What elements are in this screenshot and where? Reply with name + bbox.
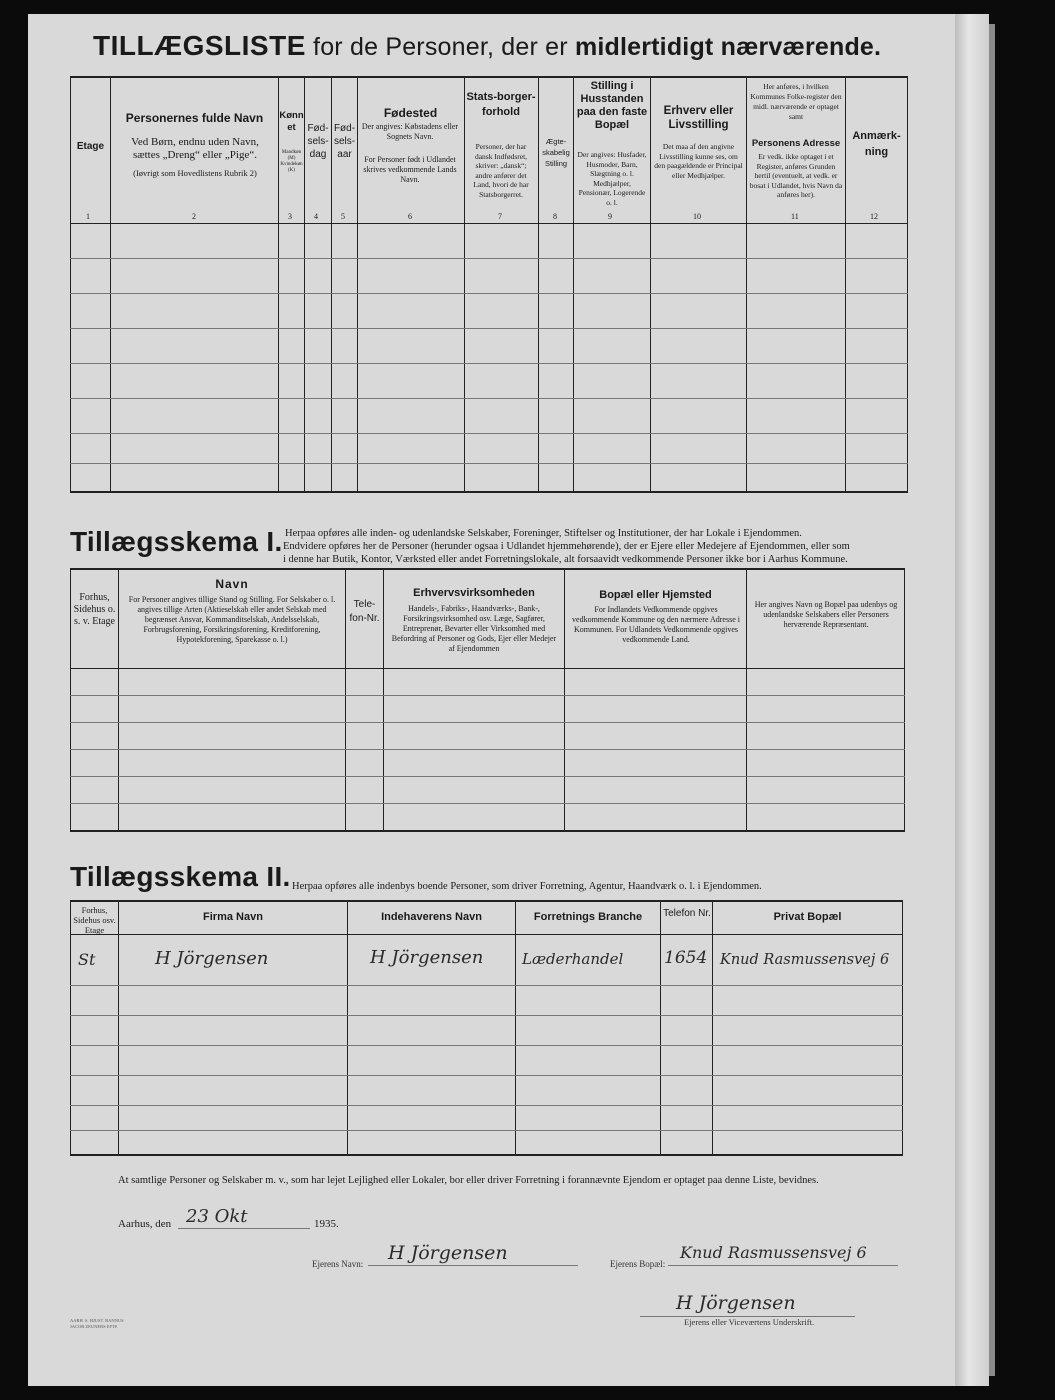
table1-top-border <box>70 76 908 78</box>
schema1-col-navn-note: For Personer angives tillige Stand og Stilling. For Selskaber o. l. angives tillige Arten (Aktieselskab eller andet Selskab med begrænset Ansvar, Kommanditselskab, Andelsselskab, Forbrugsforening, Forsikringsforening, Kreditforening, Hypotekforening, Sparekasse o. l.) <box>128 595 336 644</box>
owner-name-label: Ejerens Navn: <box>312 1259 364 1269</box>
col-divider <box>118 902 119 1154</box>
col-note-koen: Mandkøn (M) Kvindekøn (K) <box>280 150 303 173</box>
table2-top-border <box>70 568 905 570</box>
row-line <box>70 293 908 294</box>
row-line <box>70 433 908 434</box>
row-telefon: 1654 <box>664 948 708 968</box>
row-line <box>70 803 905 804</box>
col-header-foedselsaar: Fød-sels-aar <box>333 123 356 160</box>
row-branche: Læderhandel <box>522 950 624 968</box>
owner-name: H Jörgensen <box>388 1242 508 1264</box>
owner-address-label: Ejerens Bopæl: <box>610 1259 666 1269</box>
col-number: 2 <box>192 212 196 221</box>
schema1-col-bopael: Bopæl eller Hjemsted <box>599 589 712 601</box>
col-header-etage: Etage <box>76 141 105 152</box>
row-line <box>70 463 908 464</box>
col-header-adresse: Personens Adresse <box>751 138 841 149</box>
col-number: 5 <box>341 212 345 221</box>
row-line <box>70 398 908 399</box>
col-divider <box>383 570 384 832</box>
page-edge <box>955 14 989 1386</box>
col-divider <box>515 902 516 1154</box>
schema2-col-indehaver: Indehaverens Navn <box>381 911 482 923</box>
schema1-col-bopael-note: For Indlandets Vedkommende opgives vedkommende Kommune og den nærmere Adresse i Kommunen. For Udlandets Vedkommende opgives vedkommende Land. <box>572 605 740 644</box>
col-note-erhverv: Det maa af den angivne Livsstilling kunne ses, om den paagældende er Principal eller Medhjælper. <box>654 142 743 180</box>
col-note-statsborger: Personer, der har dansk Indfødsret, skriver: „dansk“; andre anfører det Land, hvori de har Statsborgerret. <box>473 142 529 199</box>
row-line <box>70 363 908 364</box>
schema1-title: Tillægsskema I. <box>70 526 283 557</box>
col-note-stilling: Der angives: Husfader, Husmoder, Barn, Slægtning o. l. Medhjælper, Pensionær, Logerende o. l. <box>577 150 647 207</box>
table1-left-border <box>70 76 71 492</box>
owner-address: Knud Rasmussensvej 6 <box>680 1243 867 1262</box>
row-line <box>70 749 905 750</box>
row-line <box>70 328 908 329</box>
col-header-koen: Kønnet <box>279 110 304 133</box>
schema2-col-bopael: Privat Bopæl <box>773 911 842 923</box>
table3-bottom-border <box>70 1154 903 1156</box>
signature: H Jörgensen <box>676 1292 796 1314</box>
row-line <box>70 1075 903 1076</box>
col-divider <box>746 570 747 832</box>
table2-left-border <box>70 568 71 832</box>
list-title-bold: midlertidigt nærværende. <box>574 33 882 61</box>
row-line <box>70 1130 903 1131</box>
row-line <box>70 1015 903 1016</box>
col-note-adresse-2: Er vedk. ikke optaget i et Register, anføres Grunden hertil (eventuelt, at vedk. er bosat i Udlandet, hvis Navn da anføres her). <box>749 152 843 199</box>
col-divider <box>564 570 565 832</box>
col-note-foedested-2: For Personer født i Udlandet skrives vedkommende Lands Navn. <box>363 155 457 184</box>
schema1-intro-2: Endvidere opføres her de Personer (herunder ogsaa i Udlandet hjemmehørende), der er Ejere eller Medejere af Ejendommen, eller som <box>283 541 850 552</box>
row-etage: St <box>78 950 96 969</box>
schema2-title: Tillægsskema II. <box>70 861 291 892</box>
col-note-adresse: Her anføres, i hvilken Kommunes Folke-register den midl. nærværende er optaget samt <box>750 82 842 121</box>
table1-right-border <box>907 76 908 492</box>
col-number: 8 <box>553 212 557 221</box>
schema2-col-firma: Firma Navn <box>203 911 263 923</box>
printer-mark: AARH. S. HJUST. BANNUS JACOB ZEUNERS EFTF. <box>70 1318 124 1329</box>
col-divider <box>464 78 465 491</box>
schema1-intro-3: i denne har Butik, Kontor, Værksted eller andet Forretningslokale, alt forsaavidt vedkommende Personer ikke bor i Aarhus Kommune. <box>283 554 848 565</box>
col-number: 10 <box>693 212 701 221</box>
col-header-stilling: Stilling i Husstanden paa den faste Bopæl <box>576 80 648 131</box>
col-number: 6 <box>408 212 412 221</box>
schema1-col-erhverv-note: Handels-, Fabriks-, Haandværks-, Bank-, Forsikringsvirksomhed osv. Læge, Sagfører, Entreprenør, Bevarter eller Virksomhed med Befordring af Personer og Gods, Ejer eller Medejer af Ejendommen <box>391 604 557 653</box>
col-number: 4 <box>314 212 318 221</box>
schema2-col-branche: Forretnings Branche <box>533 911 643 923</box>
list-title-big: TILLÆGSLISTE <box>93 30 306 61</box>
col-header-anmaerkning: Anmærk-ning <box>852 130 901 158</box>
row-line <box>70 695 905 696</box>
schema2-col-etage: Forhus, Sidehus osv. Etage <box>73 905 116 935</box>
footer-place: Aarhus, den <box>118 1218 172 1230</box>
row-bopael: Knud Rasmussensvej 6 <box>720 952 890 968</box>
footer-year: 1935. <box>314 1218 339 1230</box>
col-divider <box>746 78 747 491</box>
col-note-foedested: Der angives: Købstadens eller Sognets Navn. <box>361 122 459 141</box>
col-divider <box>357 78 358 491</box>
col-header-navn: Personernes fulde Navn <box>125 111 264 125</box>
schema2-col-telefon: Telefon Nr. <box>663 908 711 919</box>
date-line <box>178 1228 310 1229</box>
owner-name-line <box>368 1265 578 1266</box>
col-number: 7 <box>498 212 502 221</box>
col-number: 12 <box>870 212 878 221</box>
col-note-navn-2: (Iøvrigt som Hovedlistens Rubrik 2) <box>133 168 257 178</box>
col-divider <box>845 78 846 491</box>
col-divider <box>347 902 348 1154</box>
table3-left-border <box>70 900 71 1156</box>
col-header-statsborger: Stats-borger-forhold <box>466 91 536 118</box>
list-title <box>93 30 881 62</box>
col-divider <box>278 78 279 491</box>
schema1-intro-1: Herpaa opføres alle inden- og udenlandske Selskaber, Foreninger, Stiftelser og Institutioner, der har Lokale i Ejendommen. <box>285 528 802 539</box>
schema2-intro: Herpaa opføres alle indenbys boende Personer, som driver Forretning, Agentur, Haandværk o. l. i Ejendommen. <box>292 881 762 892</box>
row-line <box>70 985 903 986</box>
schema1-col-navn: Navn <box>215 577 249 591</box>
schema1-col-repraesentant: Her angives Navn og Bopæl paa udenbys og udenlandske Selskabers eller Personers herværende Repræsentant. <box>754 600 898 629</box>
col-divider <box>650 78 651 491</box>
table3-top-border <box>70 900 903 902</box>
owner-address-line <box>668 1265 898 1266</box>
col-number: 9 <box>608 212 612 221</box>
row-line <box>70 1105 903 1106</box>
col-number: 1 <box>86 212 90 221</box>
schema1-col-erhverv: Erhvervsvirksomheden <box>413 587 535 599</box>
col-divider <box>712 902 713 1154</box>
schema1-col-etage: Forhus, Sidehus o. s. v. Etage <box>73 592 116 627</box>
col-header-aegteskab: Ægte-skabelig Stilling <box>542 137 570 168</box>
table3-right-border <box>902 900 903 1156</box>
row-line <box>70 776 905 777</box>
table2-header-bottom <box>70 668 905 669</box>
row-line <box>70 258 908 259</box>
table2-right-border <box>904 568 905 832</box>
footer-date: 23 Okt <box>186 1206 248 1227</box>
col-divider <box>573 78 574 491</box>
footer-statement: At samtlige Personer og Selskaber m. v., som har lejet Lejlighed eller Lokaler, bor eller driver Forretning i forannævnte Ejendom er optaget paa denne Liste, bevidnes. <box>118 1175 819 1186</box>
col-divider <box>110 78 111 491</box>
row-indehaver: H Jörgensen <box>370 947 484 968</box>
col-divider <box>118 570 119 832</box>
col-header-foedselsdag: Fød-sels-dag <box>307 123 329 160</box>
list-title-rest: for de Personer, der er <box>313 33 568 61</box>
table3-header-bottom <box>70 934 903 935</box>
col-header-foedested: Fødested <box>383 106 438 120</box>
col-header-erhverv: Erhverv eller Livsstilling <box>663 105 734 131</box>
row-line <box>70 722 905 723</box>
table2-bottom-border <box>70 830 905 832</box>
row-line <box>70 1045 903 1046</box>
schema1-col-telefon: Tele-fon-Nr. <box>349 599 380 624</box>
signature-label: Ejerens eller Viceværtens Underskrift. <box>684 1317 815 1327</box>
col-number: 11 <box>791 212 799 221</box>
table1-bottom-border <box>70 491 908 493</box>
page-edge-shadow <box>989 24 995 1376</box>
table1-header-bottom <box>70 223 908 224</box>
col-divider <box>660 902 661 1154</box>
col-number: 3 <box>288 212 292 221</box>
col-note-navn: Ved Børn, endnu uden Navn, sættes „Dreng“ eller „Pige“. <box>131 136 259 161</box>
row-firma: H Jörgensen <box>155 948 269 969</box>
